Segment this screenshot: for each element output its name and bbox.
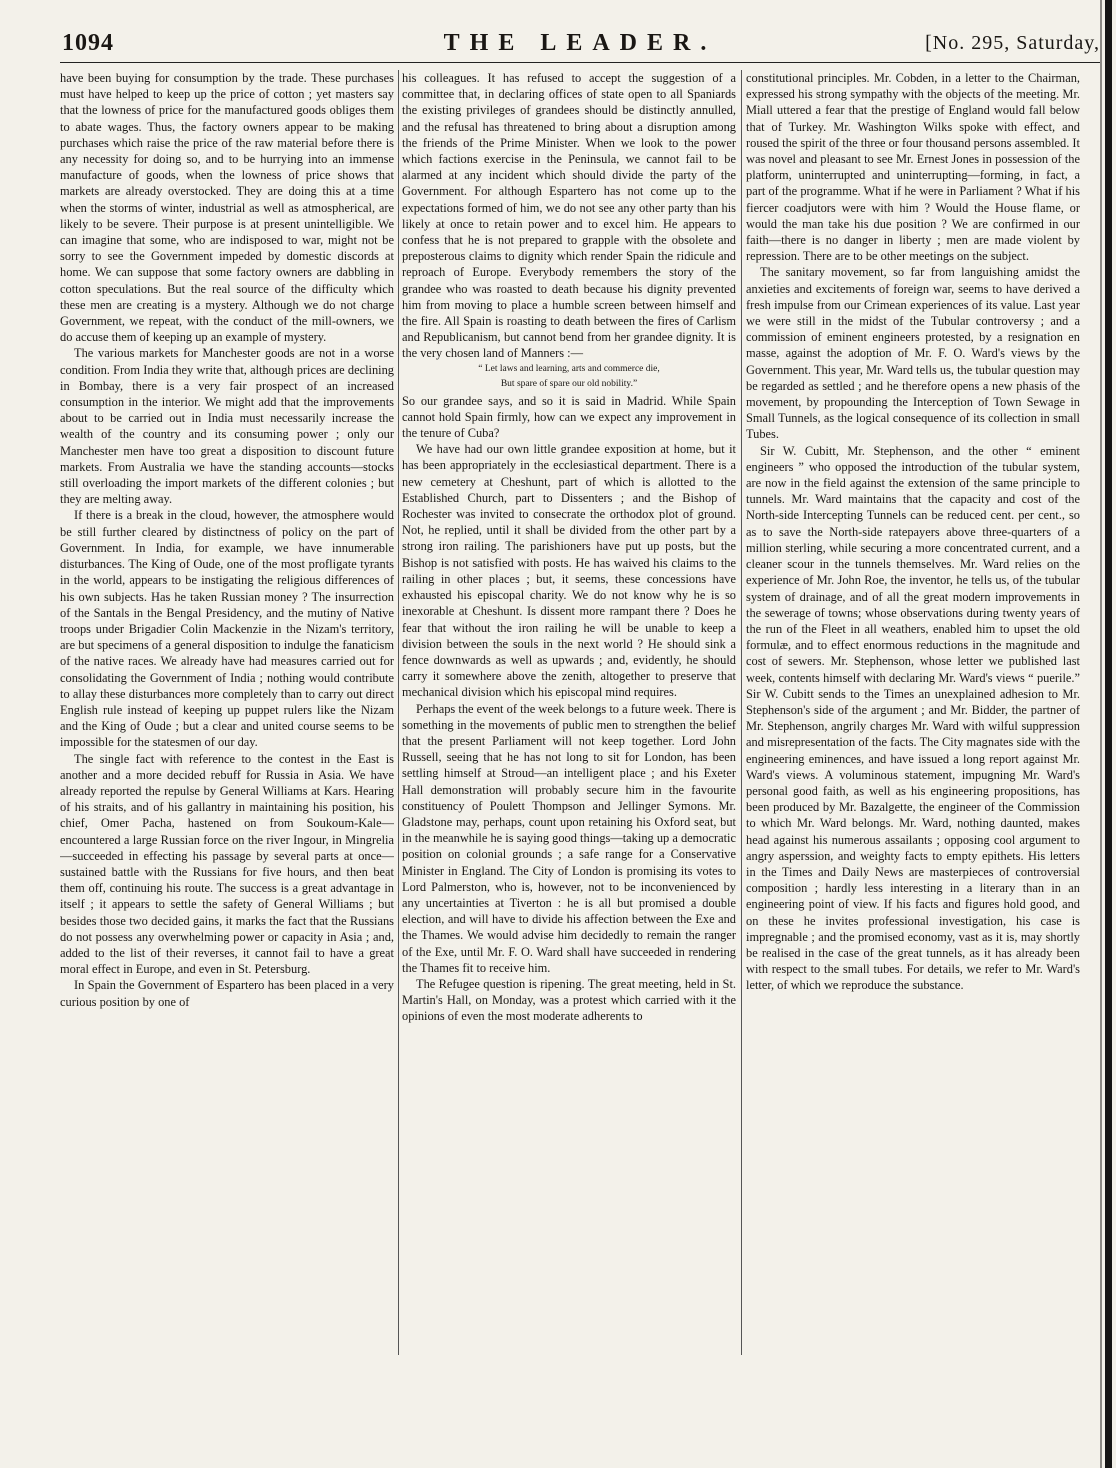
column-rule <box>741 70 742 1355</box>
verse-quote: “ Let laws and learning, arts and commerce die, <box>478 363 660 374</box>
paragraph: The sanitary movement, so far from languishing amidst the anxieties and excitements of foreign war, seems to have derived a fresh impulse from our Crimean experiences of its value. Last year we were still in the midst of the Tubular controversy ; and a commission of eminent engineers protested, by a resignation en masse, against the adoption of Mr. F. O. Ward's views by the Government. This year, Mr. Ward tells us, the tubular question may be regarded as settled ; and he therefore opens a new phasis of the movement, by propounding the Interception of Town Sewage in Small Tunnels, as the logical consequence of its collection in small Tubes. <box>746 265 1080 442</box>
page-header <box>60 28 1100 63</box>
paragraph: The Refugee question is ripening. The great meeting, held in St. Martin's Hall, on Monday, was a protest which carried with it the opinions of even the most moderate adherents to <box>402 976 736 1024</box>
paragraph: Sir W. Cubitt, Mr. Stephenson, and the other “ eminent engineers ” who opposed the introduction of the tubular system, are now in the field against the extension of the same principle to tunnels. Mr. Ward maintains that the capacity and cost of the North-side Intercepting Tunnels can be reduced cent. per cent., so as to save the North-side ratepayers above three-quarters of a million sterling, while securing a more concentrated current, and a cleaner scour in the tunnels themselves. Mr. Ward relies on the experience of Mr. John Roe, the inventor, he tells us, of the tubular system of drainage, and of all the great modern improvements in the sewerage of towns; whose observations during twenty years of the run of the Fleet in all weathers, enabled him to upset the old formulæ, and to effect enormous reductions in the magnitude and cost of sewers. Mr. Stephenson, whose letter we published last week, contents himself with declaring Mr. Ward's views “ puerile.” Sir W. Cubitt sends to the Times an unexplained adhesion to Mr. Stephenson's side of the argument ; and Mr. Bidder, the partner of Mr. Stephenson, angrily charges Mr. Ward with wilful suppression and misrepresentation of the facts. The City magnates side with the engineering eminences, and have issued a long report against Mr. Ward's views. A voluminous statement, impugning Mr. Ward's personal good faith, as well as his engineering propositions, has been produced by Mr. Bazalgette, the engineer of the Commission to which Mr. Ward belongs. Mr. Ward, nothing daunted, makes head against his numerous assailants ; opposing cool argument to angry asperssion, and weighty facts to empty epithets. His letters in the Times and Daily News are masterpieces of controversial composition ; hardly less interesting in a literary than in an engineering point of view. If his facts and figures hold good, and on these he invites professional investigation, his case is impregnable ; and the promised economy, vast as it is, may shortly be realised in the case of the great tunnels, as it has already been with respect to the small tubes. For details, we refer to Mr. Ward's letter, of which we reproduce the substance. <box>746 443 1080 993</box>
paragraph: his colleagues. It has refused to accept the suggestion of a committee that, in declaring offices of state open to all Spaniards the existing privileges of grandees should be distinctly annulled, and the refusal has threatened to bring about a disruption among the friends of the Prime Minister. When we look to the power which factions exercise in the Peninsula, we cannot fail to be alarmed at any incident which should divide the party of the Government. For although Espartero has not come up to the expectations formed of him, we do not see any other party than his likely at once to retain power and to excel him. He appears to confess that he is not prepared to grapple with the obsolete and preposterous claims to dignity which render Spain the ridicule and reproach of Europe. Everybody remembers the story of the grandee who was roasted to death because his dignity prevented him from moving to place a humble screen between himself and the fire. All Spain is roasting to death between the fires of Carlism and Republicanism, but cannot bend from her grandee dignity. It is the very chosen land of Manners :— <box>402 71 736 361</box>
paragraph: have been buying for consumption by the trade. These purchases must have helped to keep up the price of cotton ; yet masters say that the lowness of price for the manufactured goods obliges them to abate wages. Thus, the factory owners appear to be making purchases which raise the price of the raw material before there is any necessity for doing so, and to be hurrying into an immense manufacture of goods, when the lowness of price shows that markets are already overstocked. They are doing this at a time when the storms of winter, industrial as well as atmospherical, are likely to be severe. Their purpose is at present unintelligible. We can imagine that some, who are indisposed to war, might not be sorry to see the Government impeded by domestic discords at home. We can suppose that some factory owners are dabbling in cotton speculations. But the real source of the difficulty which these men are creating is a mystery. Although we do not charge Government, we repeat, with the conduct of the mill-owners, we do accuse them of keeping up an example of mystery. <box>60 71 394 345</box>
paragraph: constitutional principles. Mr. Cobden, in a letter to the Chairman, expressed his strong sympathy with the objects of the meeting. Mr. Miall uttered a fear that the prestige of England would fall below that of Turkey. Mr. Washington Wilks spoke with effect, and roused the spirit of the three or four thousand persons assembled. It was novel and pleasant to see Mr. Ernest Jones in possession of the platform, uninterrupted and uninterrupting—forming, in fact, a part of the programme. What if he were in Parliament ? What if his fiercer coadjutors were with him ? Would the House flame, or would the man take his due position ? We are confirmed in our faith—there is no danger in liberty ; men are made violent by repression. There are to be other meetings on the subject. <box>746 71 1080 264</box>
text-column-3 <box>746 70 1080 1355</box>
column-rule <box>398 70 399 1355</box>
paragraph: We have had our own little grandee exposition at home, but it has been appropriately in the ecclesiastical department. There is a new cemetery at Cheshunt, part of which is allotted to the Established Church, part to Dissenters ; and the Bishop of Rochester was invited to consecrate the orthodox plot of ground. Not, he replied, until it shall be divided from the other part by a strong iron railing. The parishioners have put up posts, but the Bishop is not satisfied with posts. He has waived his claims to the railing in other places ; but, it seems, these concessions have exhausted his episcopal charity. We do not know why he is so inexorable at Cheshunt. Is dissent more rampant there ? Does he fear that without the iron railing he will be unable to keep a division between the souls in the next world ? He should sink a fence downwards as well as upwards ; and, evidently, he should carry it somewhere above the zenith, altogether to preserve that mechanical division which his episcopal mind requires. <box>402 442 736 700</box>
page-number: 1094 <box>62 30 114 56</box>
text-column-2 <box>402 70 736 1355</box>
newspaper-title: THE LEADER. <box>443 30 717 56</box>
paragraph: The single fact with reference to the contest in the East is another and a more decided rebuff for Russia in Asia. We have already reported the repulse by General Williams at Kars. Hearing of his straits, and of his gallantry in maintaining his position, his chief, Omer Pacha, hastened on from Soukoum-Kale—encountered a large Russian force on the river Ingour, in Mingrelia—succeeded in effecting his passage by several parts at once—sustained battle with the Russians for five hours, and then beat them off, continuing his route. The success is a great advantage in itself ; it appears to settle the safety of General Williams ; but besides those two decided gains, it marks the fact that the Russians do not possess any overwhelming power or capacity in Asia ; and, added to the list of their reverses, it cannot fail to have a great moral effect in Europe, and even in St. Petersburg. <box>60 751 394 977</box>
paragraph: In Spain the Government of Espartero has been placed in a very curious position by one of <box>60 978 394 1009</box>
paragraph: If there is a break in the cloud, however, the atmosphere would be still further cleared by distinctness of policy on the part of Government. In India, for example, we have innumerable disturbances. The King of Oude, one of the most profligate tyrants in the world, appears to be instigating the religious differences of his own subjects. Has he taken Russian money ? The insurrection of the Santals in the Bengal Presidency, and the mutiny of Native troops under Brigadier Colin Mackenzie in the Nizam's territory, are but specimens of a general disposition to indulge the fanaticism of the native races. We already have had measures carried out for consolidating the Government of India ; nothing would contribute to allay these disturbances more completely than to carry out direct English rule instead of keeping up puppet rulers like the Nizam and the King of Oude ; but a clear and united course seems to be impossible for the statesmen of our day. <box>60 508 394 750</box>
verse-quote: But spare of spare our old nobility.” <box>500 378 638 389</box>
paragraph: So our grandee says, and so it is said in Madrid. While Spain cannot hold Spain firmly, how can we expect any improvement in the tenure of Cuba? <box>402 393 736 441</box>
paragraph: Perhaps the event of the week belongs to a future week. There is something in the movements of public men to strengthen the belief that the present Parliament will not keep together. Lord John Russell, seeing that he has not long to sit for London, has been settling himself at Stroud—an intelligent place ; and his Exeter Hall demonstration will probably secure him in the favourite constituency of Poulett Thompson and Jellinger Symons. Mr. Gladstone may, perhaps, count upon retaining his Oxford seat, but in the meanwhile he is saying good things—taking up a democratic position on colonial grounds ; a safe range for a Conservative Minister in England. The City of London is promising its votes to Lord Palmerston, who is, however, not to be inconvenienced by any uncertainties at Tiverton : he is all but promised a double election, and will have to divide his affection between the Exe and the Thames. We would advise him decidedly to remain the ranger of the Exe, until Mr. F. O. Ward shall have succeeded in rendering the Thames fit to receive him. <box>402 701 736 975</box>
text-column-1 <box>60 70 394 1355</box>
paragraph: The various markets for Manchester goods are not in a worse condition. From India they write that, although prices are declining in Bombay, there is a very fair prospect of an increased consumption in the interior. We might add that the improvements about to be carried out in India must necessarily increase the wealth of the country and its consuming power ; only our Manchester men have too great a disposition to discount future markets. From Australia we have the standing accounts—stocks still overloading the import markets of the different colonies ; but they are melting away. <box>60 346 394 507</box>
page-edge-shadow <box>1105 0 1112 1468</box>
issue-line: [No. 295, Saturday, <box>925 32 1100 54</box>
page-edge-line <box>1100 0 1102 1468</box>
